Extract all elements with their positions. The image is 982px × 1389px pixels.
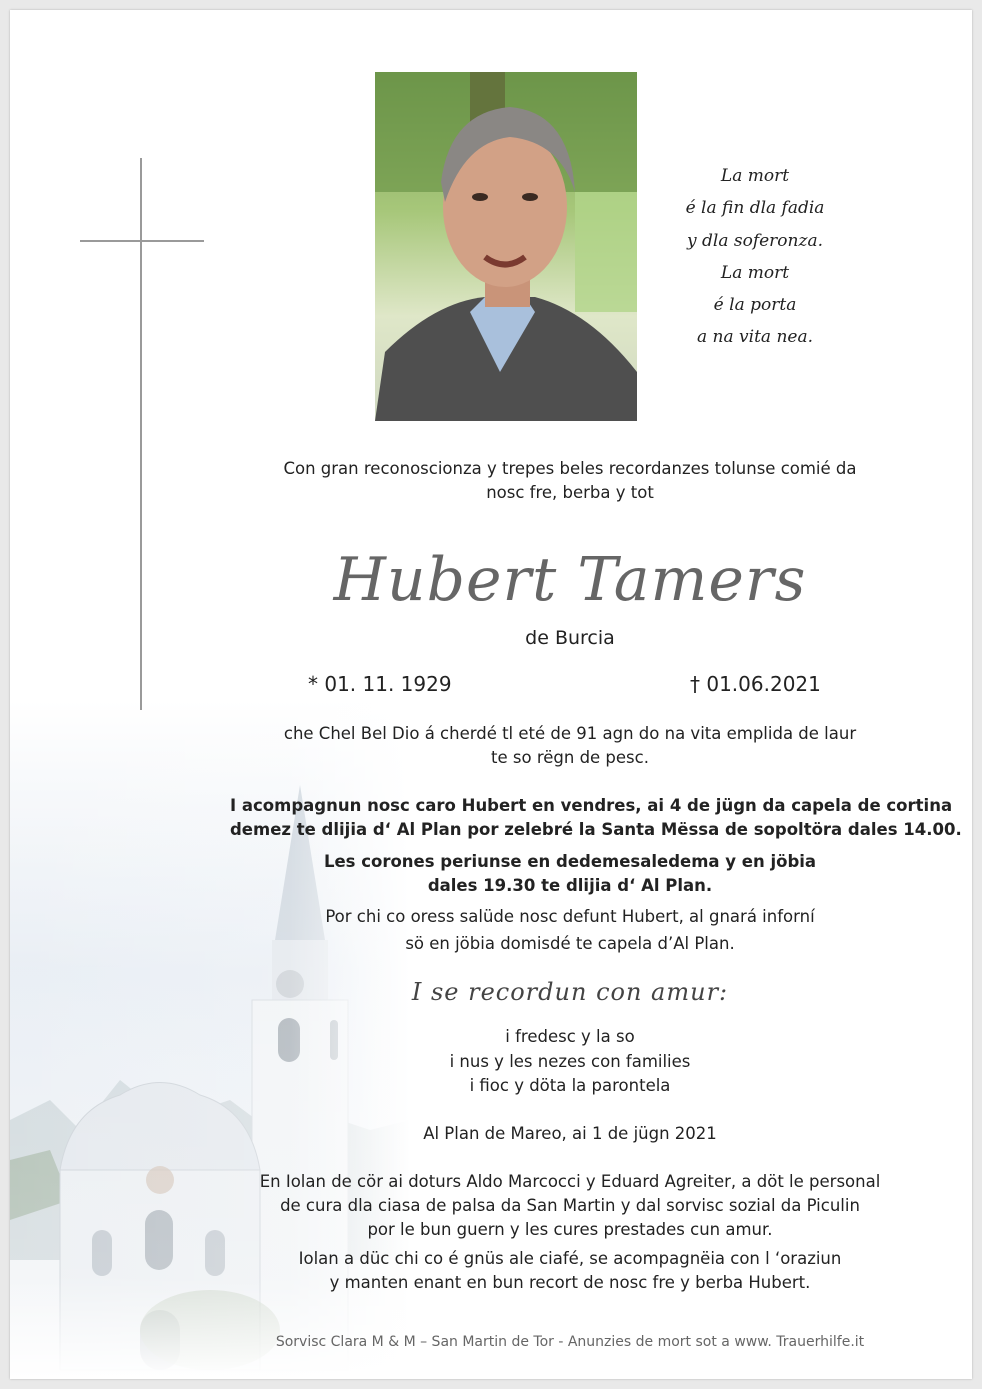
poem-line: y dla soferonza. [687, 230, 823, 251]
family-list [230, 1025, 910, 1099]
thanks-line: y manten enant en bun recort de nosc fre y berba Hubert. [329, 1273, 811, 1292]
poem-line: é la fin dla fadia [685, 198, 825, 219]
death-date: † 01.06.2021 [690, 672, 821, 696]
thanks-line: En Iolan de cör ai doturs Aldo Marcocci y Eduard Agreiter, a döt le personal [259, 1172, 881, 1191]
family-line: i nus y les nezes con families [449, 1051, 691, 1071]
birth-date: * 01. 11. 1929 [308, 672, 452, 696]
poem-line: La mort [720, 262, 790, 283]
rosary-line: Les corones periunse en dedemesaledema y en jöbia [323, 852, 817, 871]
rosary-info [230, 850, 910, 898]
viewing-line: sö en jöbia domisdé te capela d’Al Plan. [405, 934, 735, 953]
intro-line: nosc fre, berba y tot [486, 483, 654, 502]
family-line: i fioc y döta la parontela [469, 1076, 671, 1095]
viewing-line: Por chi co oress salüde nosc defunt Hubert, al gnará inforní [325, 907, 815, 926]
death-text-line: te so rëgn de pesc. [491, 748, 649, 767]
funeral-line: demez te dlijia d‘ Al Plan por zelebré la Santa Mëssa de sopoltöra dales 14.00. [230, 820, 962, 839]
death-text-line: che Chel Bel Dio á cherdé tl eté de 91 agn do na vita emplida de laur [283, 724, 857, 743]
poem-line: é la porta [713, 295, 797, 316]
intro-line: Con gran reconoscionza y trepes beles recordanzes tolunse comié da [283, 459, 857, 478]
rosary-line: dales 19.30 te dlijia d‘ Al Plan. [427, 876, 713, 895]
intro-text [230, 457, 910, 505]
poem-line: a na vita nea. [697, 327, 813, 348]
thanks-text [230, 1170, 910, 1242]
thanks-text-2 [230, 1247, 910, 1295]
death-text [230, 722, 910, 770]
footer: Sorvisc Clara M & M – San Martin de Tor - Anunzies de mort sot a www. Trauerhilfe.it [275, 1334, 865, 1350]
viewing-info [230, 903, 910, 957]
thanks-line: de cura dla ciasa de palsa da San Martin y dal sorvisc sozial da Piculin [280, 1196, 860, 1215]
funeral-line: I acompagnun nosc caro Hubert en vendres, ai 4 de jügn da capela de cortina [230, 796, 953, 815]
thanks-line: Iolan a düc chi co é gnüs ale ciafé, se acompagnëia con l ‘oraziun [298, 1249, 842, 1268]
place-date: Al Plan de Mareo, ai 1 de jügn 2021 [423, 1124, 717, 1143]
family-line: i fredesc y la so [505, 1027, 635, 1046]
cross-horizontal-line [80, 240, 204, 242]
obituary-page [10, 10, 972, 1379]
thanks-line: por le bun guern y les cures prestades cun amur. [367, 1220, 773, 1239]
remember-title: I se recordun con amur: [411, 978, 729, 1006]
poem [650, 160, 860, 354]
deceased-name: Hubert Tamers [333, 545, 807, 615]
nickname: de Burcia [525, 627, 615, 649]
poem-line: La mort [720, 166, 790, 186]
portrait-photo [375, 72, 637, 421]
funeral-info [230, 794, 962, 842]
